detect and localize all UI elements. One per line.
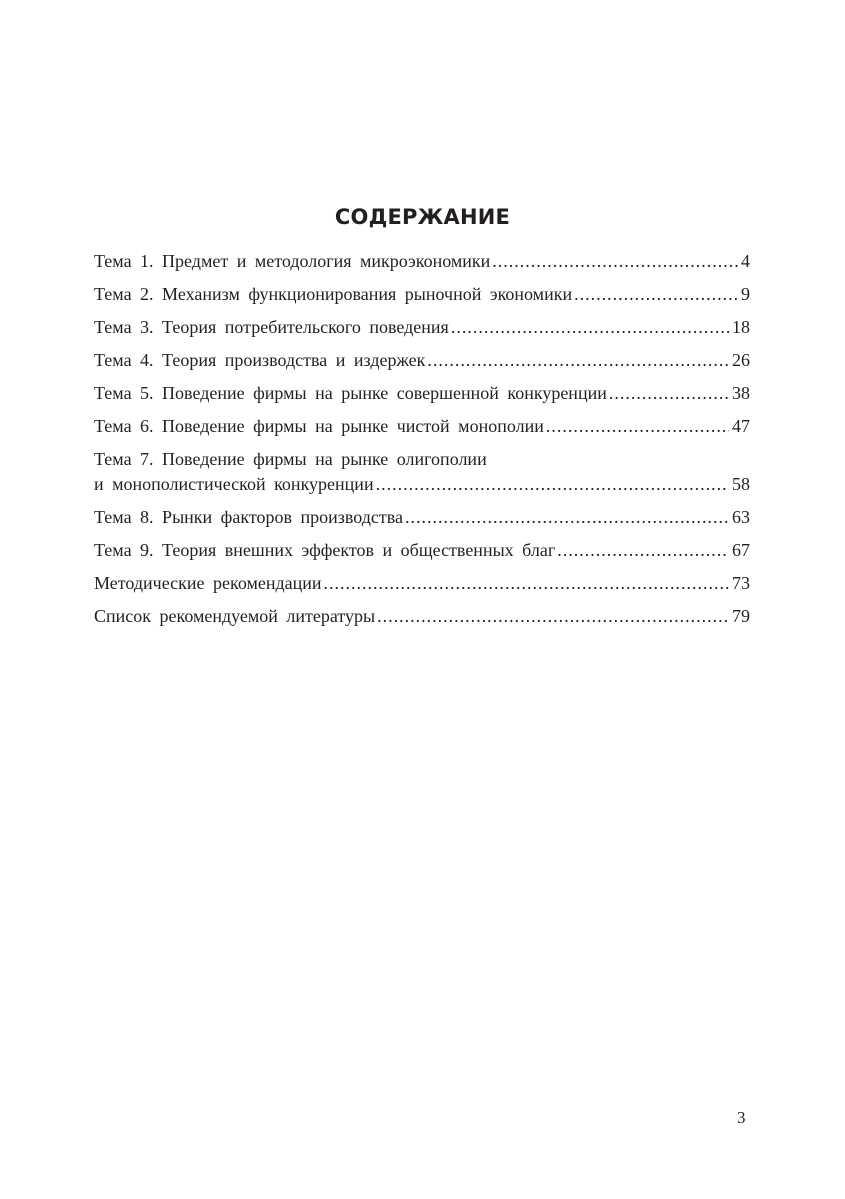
dot-leader <box>451 315 729 340</box>
toc-entry-title: Список рекомендуемой литературы <box>94 606 376 626</box>
dot-leader <box>557 538 729 563</box>
toc-entry-page: 4 <box>741 251 750 271</box>
dot-leader <box>546 414 729 439</box>
toc-entry-3[interactable] <box>94 315 750 340</box>
toc-entry-page: 63 <box>732 507 750 527</box>
toc-entry-page: 79 <box>732 606 750 626</box>
dot-leader <box>427 348 729 373</box>
table-of-contents <box>94 249 750 637</box>
toc-entry-4[interactable] <box>94 348 750 373</box>
toc-entry-5[interactable] <box>94 381 750 406</box>
toc-entry-8[interactable] <box>94 505 750 530</box>
toc-entry-title-line-1: Тема 7. Поведение фирмы на рынке олигополии <box>94 449 487 469</box>
toc-entry-page: 58 <box>732 474 750 494</box>
toc-entry-page: 73 <box>732 573 750 593</box>
dot-leader <box>324 571 729 596</box>
toc-entry-title: Тема 3. Теория потребительского поведения <box>94 317 449 337</box>
dot-leader <box>405 505 729 530</box>
toc-entry-page: 67 <box>732 540 750 560</box>
toc-entry-9[interactable] <box>94 538 750 563</box>
toc-entry-title: Тема 1. Предмет и методология микроэкономики <box>94 251 491 271</box>
toc-entry-title: Тема 8. Рынки факторов производства <box>94 507 403 527</box>
toc-entry-page: 9 <box>741 284 750 304</box>
toc-entry-page: 26 <box>732 350 750 370</box>
toc-entry-2[interactable] <box>94 282 750 307</box>
toc-entry-title: Тема 9. Теория внешних эффектов и общественных благ <box>94 540 556 560</box>
toc-entry-title: Тема 4. Теория производства и издержек <box>94 350 426 370</box>
dot-leader <box>377 604 729 629</box>
toc-entry-page: 18 <box>732 317 750 337</box>
dot-leader <box>609 381 729 406</box>
toc-entry-reading-list[interactable] <box>94 604 750 629</box>
toc-entry-title-line-2: и монополистической конкуренции <box>94 474 374 494</box>
toc-entry-title: Методические рекомендации <box>94 573 322 593</box>
dot-leader <box>574 282 738 307</box>
dot-leader <box>492 249 738 274</box>
toc-entry-6[interactable] <box>94 414 750 439</box>
toc-entry-title: Тема 6. Поведение фирмы на рынке чистой монополии <box>94 416 544 436</box>
dot-leader <box>376 472 729 497</box>
toc-entry-page: 38 <box>732 383 750 403</box>
toc-entry-title: Тема 5. Поведение фирмы на рынке совершенной конкуренции <box>94 383 607 403</box>
toc-entry-7[interactable] <box>94 447 750 497</box>
page-number: 3 <box>737 1108 746 1127</box>
page-title: СОДЕРЖАНИЕ <box>334 205 511 229</box>
toc-entry-page: 47 <box>732 416 750 436</box>
toc-entry-title: Тема 2. Механизм функционирования рыночной экономики <box>94 284 573 304</box>
toc-entry-methodical-recommendations[interactable] <box>94 571 750 596</box>
toc-entry-1[interactable] <box>94 249 750 274</box>
